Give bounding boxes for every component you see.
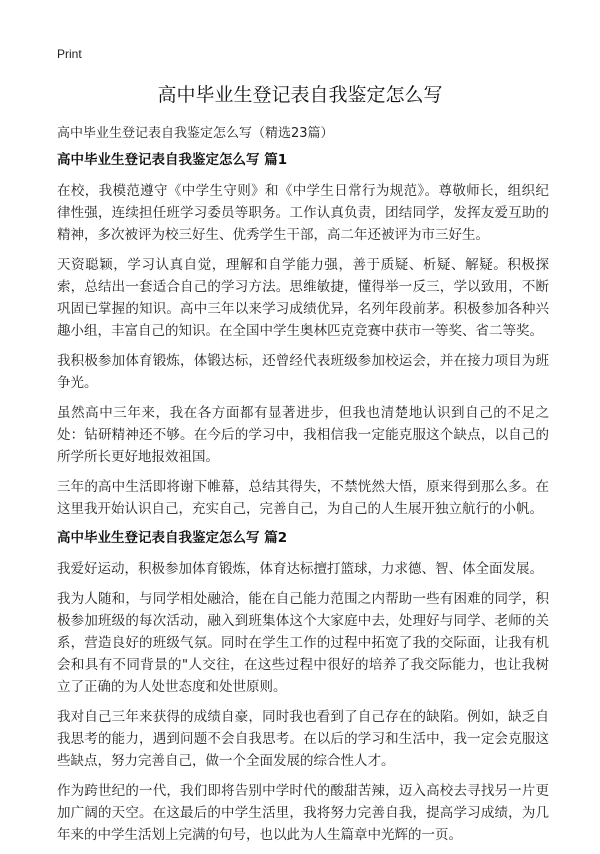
section-2 — [57, 528, 549, 846]
section-heading: 高中毕业生登记表自我鉴定怎么写 篇1 — [57, 152, 288, 168]
paragraph: 我积极参加体育锻炼，体锻达标，还曾经代表班级参加校运会，并在接力项目为班争光。 — [57, 353, 549, 391]
paragraph: 在校，我模范遵守《中学生守则》和《中学生日常行为规范》。尊敬师长，组织纪律性强，连续担任班学习委员等职务。工作认真负责，团结同学，发挥友爱互助的精神，多次被评为校三好生、优秀学生干部，高二年还被评为市三好生。 — [57, 183, 549, 243]
paragraph: 天资聪颖，学习认真自觉，理解和自学能力强，善于质疑、析疑、解疑。积极探索，总结出一套适合自己的学习方法。思维敏捷，懂得举一反三，学以致用，不断巩固已掌握的知识。高中三年以来学习成绩优异，名列年段前茅。积极参加各种兴趣小组，丰富自己的知识。在全国中学生奥林匹克竞赛中获市一等奖、省二等奖。 — [57, 257, 549, 339]
article-body — [57, 150, 549, 854]
section-1 — [57, 150, 549, 520]
paragraph: 我爱好运动，积极参加体育锻炼，体育达标擅打篮球，力求德、智、体全面发展。 — [57, 561, 543, 577]
paragraph: 作为跨世纪的一代，我们即将告别中学时代的酸甜苦辣，迈入高校去寻找另一片更加广阔的天空。在这最后的中学生活里，我将努力完善自我，提高学习成绩，为几年来的中学生活划上完满的句号，也以此为人生篇章中光辉的一页。 — [57, 783, 549, 843]
section-heading: 高中毕业生登记表自我鉴定怎么写 篇2 — [57, 530, 288, 546]
page-subtitle: 高中毕业生登记表自我鉴定怎么写（精选23篇） — [57, 126, 334, 141]
page-title: 高中毕业生登记表自我鉴定怎么写 — [157, 84, 443, 106]
print-label: Print — [57, 47, 82, 61]
paragraph: 我对自己三年来获得的成绩自豪，同时我也看到了自己存在的缺陷。例如，缺乏自我思考的能力，遇到问题不会自我思考。在以后的学习和生活中，我一定会克服这些缺点，努力完善自己，做一个全面发展的综合性人才。 — [57, 709, 549, 769]
paragraph: 我为人随和，与同学相处融洽，能在自己能力范围之内帮助一些有困难的同学，积极参加班级的每次活动，融入到班集体这个大家庭中去，处理好与同学、老师的关系，营造良好的班级气氛。同时在学生工作的过程中拓宽了我的交际面，让我有机会和具有不同背景的"人交往，在这些过程中很好的培养了我交际能力，也让我树立了正确的为人处世态度和处世原则。 — [57, 591, 549, 695]
paragraph: 三年的高中生活即将谢下帷幕，总结其得失，不禁恍然大悟，原来得到那么多。在这里我开始认识自己，充实自己，完善自己，为自己的人生展开独立航行的小帆。 — [57, 479, 549, 517]
paragraph: 虽然高中三年来，我在各方面都有显著进步，但我也清楚地认识到自己的不足之处：钻研精神还不够。在今后的学习中，我相信我一定能克服这个缺点，以自己的所学所长更好地报效祖国。 — [57, 405, 549, 465]
